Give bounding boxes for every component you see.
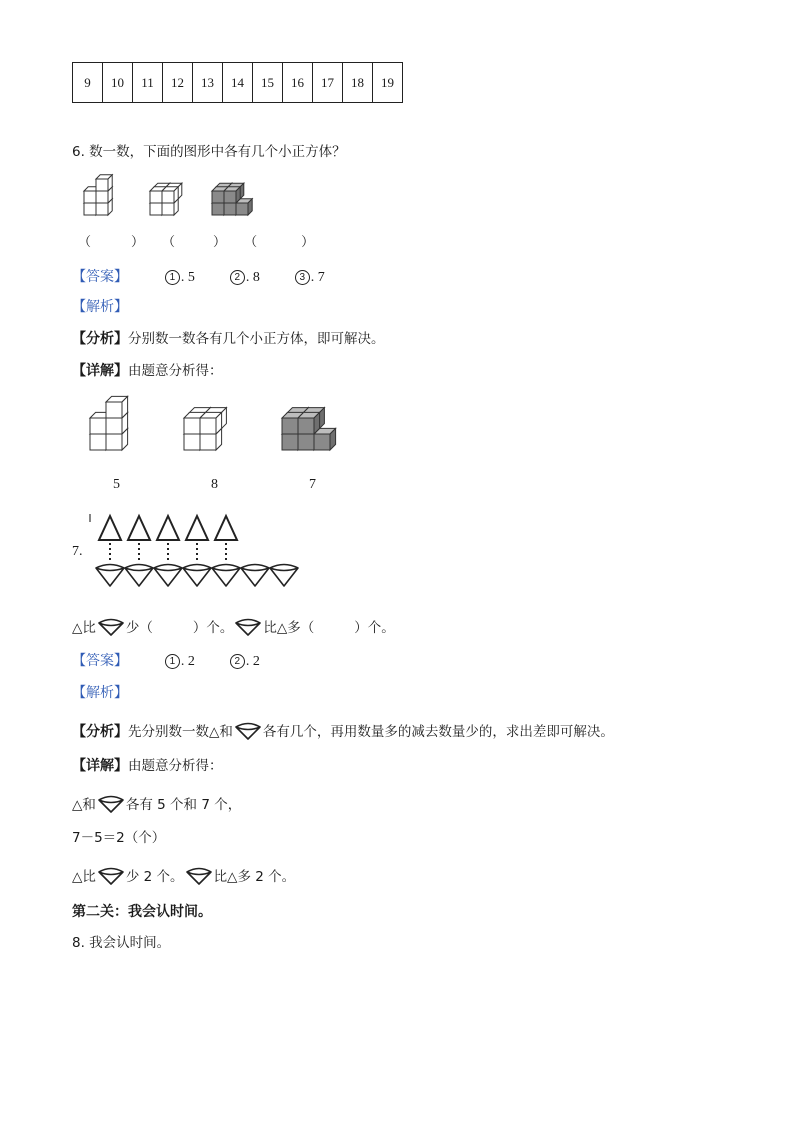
q7-part-3: ）个。 — [192, 620, 234, 636]
fenxi-tag: 【分析】 — [72, 724, 128, 740]
number-cell: 13 — [193, 63, 223, 103]
q7-part-4: 比△多（ — [263, 620, 315, 636]
circled-number-1: 1 — [165, 654, 180, 669]
answer-2 — [230, 270, 260, 285]
fan-shape — [236, 620, 260, 636]
q6-cube-figures-detail — [84, 390, 384, 460]
number-row — [73, 63, 403, 103]
q7-analysis-tag: 【解析】 — [72, 685, 128, 701]
number-cell: 19 — [373, 63, 403, 103]
blank-open-2: （ — [162, 235, 176, 250]
fan-shape — [154, 565, 182, 587]
fan-shape — [99, 620, 123, 636]
number-cell: 9 — [73, 63, 103, 103]
fan-shape — [99, 869, 123, 885]
line3-part-2: 少 2 个。 — [125, 869, 184, 885]
q7-answer-line — [72, 652, 260, 671]
detail-text: 由题意分析得： — [128, 363, 223, 379]
number-cell: 15 — [253, 63, 283, 103]
q6-blanks — [78, 234, 314, 252]
number-cell: 14 — [223, 63, 253, 103]
blank-close-3: ） — [301, 235, 315, 250]
number-cell: 18 — [343, 63, 373, 103]
cube — [298, 412, 320, 434]
number-row-table — [72, 62, 403, 103]
q6-question: 6. 数一数，下面的图形中各有几个小正方体？ — [72, 144, 346, 160]
cube — [96, 175, 112, 191]
answer-2-value: . 2 — [245, 654, 260, 669]
circled-number-1: 1 — [165, 270, 180, 285]
q6-analysis-tag: 【解析】 — [72, 299, 128, 315]
fan-icon — [97, 865, 125, 885]
cube — [224, 187, 240, 203]
answer-1-value: . 2 — [180, 654, 195, 669]
fan-shape — [187, 869, 211, 885]
number-cell: 17 — [313, 63, 343, 103]
fan-shape — [270, 565, 298, 587]
line3-part-3: 比△多 2 个。 — [213, 869, 296, 885]
blank-close-2: ） — [213, 235, 227, 250]
fan-shape — [183, 565, 211, 587]
fenxi-text: 分别数一数各有几个小正方体，即可解决。 — [128, 331, 385, 347]
q7-triangles-fans-figure — [88, 510, 318, 590]
number-cell: 11 — [133, 63, 163, 103]
count-1: 5 — [113, 477, 120, 492]
fenxi-part-2: 各有几个，再用数量多的减去数量少的，求出差即可解决。 — [262, 724, 614, 740]
number-cell: 10 — [103, 63, 133, 103]
answer-2-value: . 8 — [245, 270, 260, 285]
answer-tag: 【答案】 — [72, 653, 128, 669]
cube — [106, 396, 128, 418]
circled-number-2: 2 — [230, 270, 245, 285]
q6-cube-figures — [72, 170, 372, 230]
fan-shape — [236, 724, 260, 740]
triangle-shape — [157, 516, 179, 540]
fan-shape — [241, 565, 269, 587]
q7-part-2: 少（ — [125, 620, 153, 636]
section-2-title: 第二关：我会认时间。 — [72, 904, 212, 920]
count-2: 8 — [211, 477, 218, 492]
blank-open-1: （ — [78, 235, 92, 250]
q7-number: 7. — [72, 544, 83, 559]
q7-detail-line-1 — [72, 793, 241, 814]
answer-3 — [295, 270, 325, 285]
fan-icon — [185, 865, 213, 885]
fan-icon — [234, 720, 262, 740]
cube — [200, 412, 222, 434]
fenxi-tag: 【分析】 — [72, 331, 128, 347]
q7-part-1: △比 — [72, 620, 96, 636]
q7-detail-line-3 — [72, 865, 295, 886]
triangle-shape — [186, 516, 208, 540]
count-3: 7 — [309, 477, 316, 492]
q6-fenxi-line — [72, 330, 385, 348]
fan-shape — [96, 565, 124, 587]
detail-tag: 【详解】 — [72, 758, 128, 774]
q7-part-5: ）个。 — [354, 620, 395, 636]
triangle-shape — [99, 516, 121, 540]
fan-shape — [212, 565, 240, 587]
circled-number-3: 3 — [295, 270, 310, 285]
answer-2 — [230, 654, 260, 669]
q8-question: 8. 我会认时间。 — [72, 935, 171, 951]
detail-tag: 【详解】 — [72, 363, 128, 379]
fan-shape — [99, 797, 123, 813]
cube — [162, 187, 178, 203]
number-cell: 16 — [283, 63, 313, 103]
number-cell: 12 — [163, 63, 193, 103]
line1-part-1: △和 — [72, 797, 96, 813]
fenxi-part-1: 先分别数一数△和 — [128, 724, 233, 740]
line3-part-1: △比 — [72, 869, 96, 885]
detail-text: 由题意分析得： — [128, 758, 223, 774]
answer-1 — [165, 270, 195, 285]
fan-shape — [125, 565, 153, 587]
fan-icon — [234, 616, 262, 636]
line1-part-2: 各有 5 个和 7 个， — [125, 797, 242, 813]
q6-detail-line — [72, 362, 223, 380]
circled-number-2: 2 — [230, 654, 245, 669]
answer-tag: 【答案】 — [72, 269, 128, 285]
cube — [314, 428, 336, 450]
q7-detail-line-2: 7－5＝2（个） — [72, 830, 166, 846]
blank-close-1: ） — [131, 235, 145, 250]
triangle-shape — [128, 516, 150, 540]
q7-question — [72, 616, 395, 637]
answer-1 — [165, 654, 195, 669]
fan-icon — [97, 793, 125, 813]
q7-detail-line — [72, 757, 223, 775]
triangle-shape — [215, 516, 237, 540]
q7-fenxi-line — [72, 720, 614, 741]
answer-3-value: . 7 — [310, 270, 325, 285]
answer-1-value: . 5 — [180, 270, 195, 285]
blank-open-3: （ — [244, 235, 258, 250]
fan-icon — [97, 616, 125, 636]
q6-answer-line — [72, 268, 325, 287]
